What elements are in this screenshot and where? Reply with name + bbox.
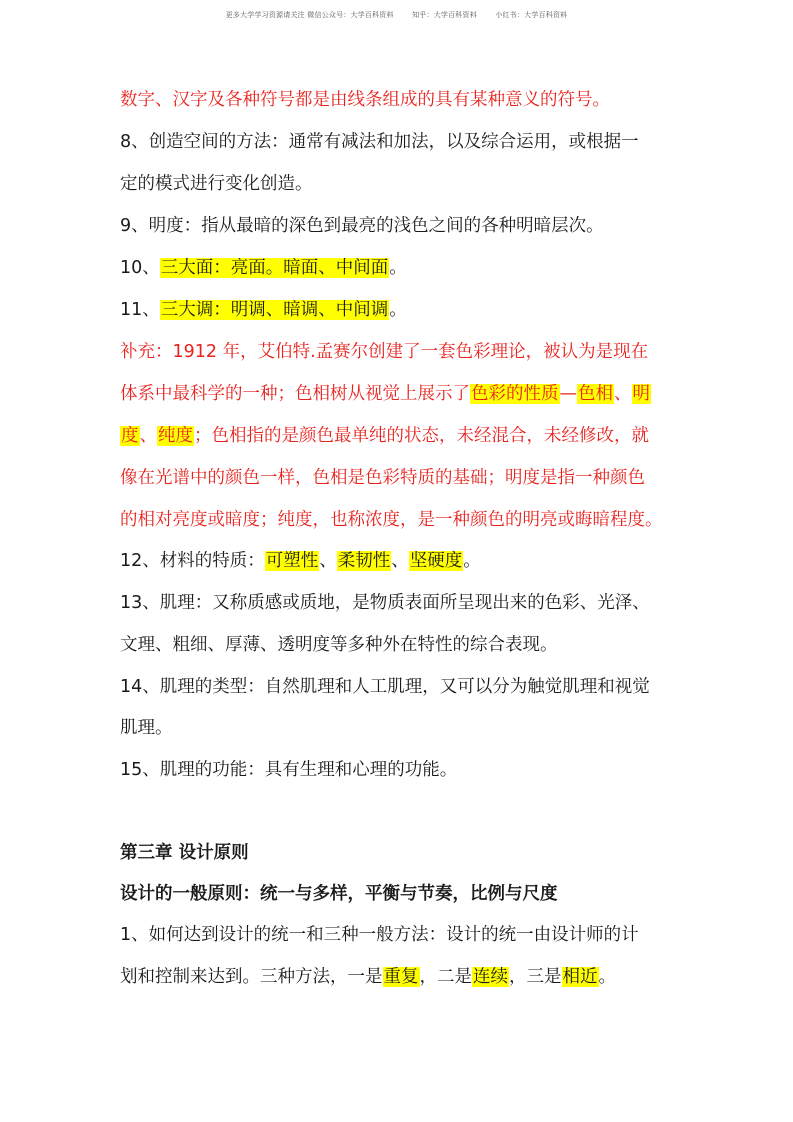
highlight-continuity: 连续 <box>473 967 508 987</box>
item-12-text: 12、材料的特质： <box>120 551 265 571</box>
supplement-line-2 <box>120 382 651 406</box>
item-10-number: 10、 <box>120 258 160 278</box>
highlight-brightness-a: 明 <box>632 384 650 404</box>
item-13-line-2: 文理、粗细、厚薄、透明度等多种外在特性的综合表现。 <box>120 635 558 655</box>
highlight-purity: 纯度 <box>158 426 193 446</box>
item-14-line-1: 14、肌理的类型：自然肌理和人工肌理，又可以分为触觉肌理和视觉 <box>120 677 650 697</box>
principles-heading: 设计的一般原则：统一与多样，平衡与节奏，比例与尺度 <box>120 884 558 904</box>
separator: 、 <box>139 426 157 446</box>
item-1-text: 划和控制来达到。三种方法，一是 <box>120 967 383 987</box>
highlight-brightness-b: 度 <box>121 426 139 446</box>
supplement-text: ；色相指的是颜色最单纯的状态，未经混合，未经修改，就 <box>194 426 649 446</box>
highlight-hardness: 坚硬度 <box>409 551 463 571</box>
item-11-highlight: 三大调：明调、暗调、中间调 <box>160 300 389 320</box>
item-1-text: ，二是 <box>419 967 472 987</box>
header-wechat: 更多大学学习资源请关注 微信公众号：大学百科资料 <box>225 11 394 19</box>
supplement-line-3 <box>120 424 649 448</box>
highlight-color-nature: 色彩的性质 <box>471 384 559 404</box>
item-13-line-1: 13、肌理：又称质感或质地，是物质表面所呈现出来的色彩、光泽、 <box>120 593 650 613</box>
header-zhihu: 知乎：大学百科资料 <box>412 11 477 19</box>
page-header <box>0 10 793 20</box>
separator: 、 <box>391 551 409 571</box>
item-12 <box>120 549 481 573</box>
chapter-heading: 第三章 设计原则 <box>120 843 249 863</box>
item-1-line-2 <box>120 965 616 989</box>
paragraph-line: 数字、汉字及各种符号都是由线条组成的具有某种意义的符号。 <box>120 90 610 110</box>
separator: 、 <box>319 551 337 571</box>
highlight-flexibility: 柔韧性 <box>337 551 391 571</box>
item-11-end: 。 <box>389 300 407 320</box>
item-10-end: 。 <box>389 258 407 278</box>
item-10 <box>120 256 407 280</box>
highlight-repetition: 重复 <box>383 967 419 987</box>
item-8-line-1: 8、创造空间的方法：通常有减法和加法，以及综合运用，或根据一 <box>120 132 639 152</box>
header-xiaohongshu: 小红书：大学百科资料 <box>495 11 568 19</box>
item-11 <box>120 298 407 322</box>
supplement-text: 体系中最科学的一种；色相树从视觉上展示了 <box>120 384 470 404</box>
item-1-text: ，三是 <box>509 967 562 987</box>
supplement-line-5: 的相对亮度或暗度；纯度，也称浓度，是一种颜色的明亮或晦暗程度。 <box>120 510 663 530</box>
separator: 、 <box>614 384 632 404</box>
item-15: 15、肌理的功能：具有生理和心理的功能。 <box>120 760 458 780</box>
highlight-hue: 色相 <box>578 384 613 404</box>
supplement-line-4: 像在光谱中的颜色一样，色相是色彩特质的基础；明度是指一种颜色 <box>120 468 645 488</box>
item-9: 9、明度：指从最暗的深色到最亮的浅色之间的各种明暗层次。 <box>120 216 604 236</box>
item-1-line-1: 1、如何达到设计的统一和三种一般方法：设计的统一由设计师的计 <box>120 925 639 945</box>
supplement-line-1: 补充：1912 年，艾伯特.孟赛尔创建了一套色彩理论，被认为是现在 <box>120 342 649 362</box>
item-10-highlight: 三大面：亮面。暗面、中间面 <box>160 258 389 278</box>
item-14-line-2: 肌理。 <box>120 718 173 738</box>
item-11-number: 11、 <box>120 300 160 320</box>
dash: — <box>559 384 577 404</box>
item-8-line-2: 定的模式进行变化创造。 <box>120 174 313 194</box>
item-1-end: 。 <box>598 967 616 987</box>
highlight-plasticity: 可塑性 <box>265 551 319 571</box>
item-12-end: 。 <box>463 551 481 571</box>
highlight-proximity: 相近 <box>562 967 598 987</box>
